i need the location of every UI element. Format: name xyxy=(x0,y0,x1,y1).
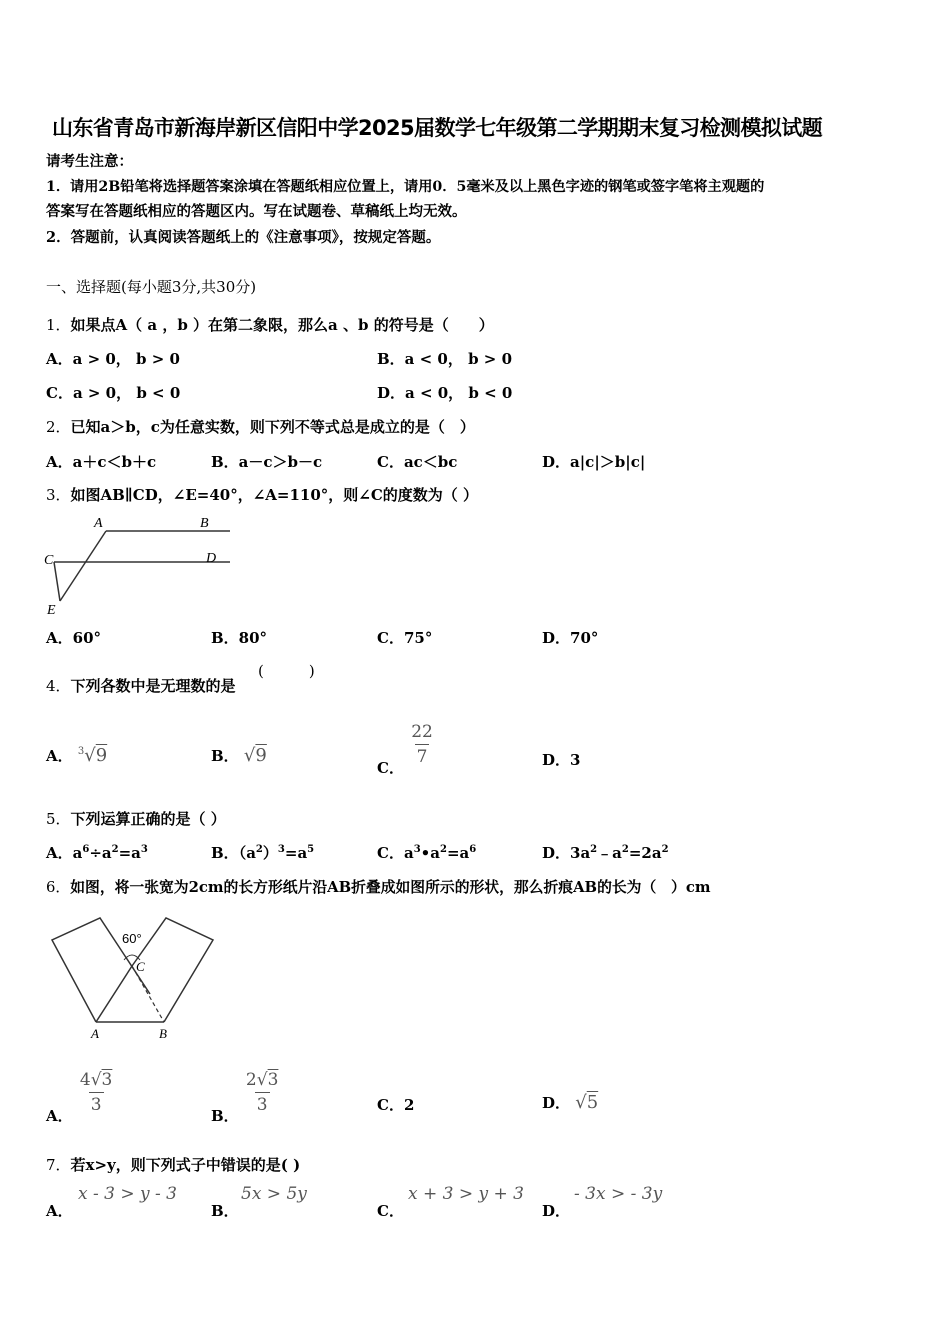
question-2 xyxy=(46,416,475,437)
label-a: A xyxy=(94,516,103,531)
q7-option-c-expr: x + 3 > y + 3 xyxy=(408,1184,524,1204)
sqrt-expr: √9 xyxy=(243,745,267,766)
label-b: B xyxy=(200,516,209,531)
q1-option-b[interactable]: B．a < 0， b > 0 xyxy=(377,350,513,368)
q7-option-b-expr: 5x > 5y xyxy=(241,1184,307,1204)
question-stem: 已知a＞b，c为任意实数，则下列不等式总是成立的是（ ） xyxy=(70,418,475,436)
option-label: A． xyxy=(46,1106,73,1125)
q6-option-c[interactable]: C．2 xyxy=(377,1096,415,1114)
q2-option-b[interactable]: B．a－c＞b－c xyxy=(211,453,323,471)
question-number: 3． xyxy=(46,486,71,504)
question-number: 5． xyxy=(46,810,71,828)
label-b: B xyxy=(159,1026,167,1041)
question-number: 2． xyxy=(46,418,71,436)
q3-option-a[interactable]: A．60° xyxy=(46,629,102,647)
q3-option-d[interactable]: D．70° xyxy=(542,629,599,647)
q2-option-c[interactable]: C．ac＜bc xyxy=(377,453,458,471)
label-a: A xyxy=(91,1026,99,1041)
section-heading: 一、选择题(每小题3分,共30分) xyxy=(46,278,257,296)
q3-option-c[interactable]: C．75° xyxy=(377,629,433,647)
label-c: C xyxy=(44,553,54,568)
question-5 xyxy=(46,808,226,829)
q7-option-d-label[interactable]: D． xyxy=(542,1202,571,1220)
question-3 xyxy=(46,484,478,505)
q2-option-a[interactable]: A．a＋c＜b＋c xyxy=(46,453,157,471)
option-label: B． xyxy=(211,1106,239,1125)
option-label: A． xyxy=(46,747,73,765)
q6-figure xyxy=(44,910,224,1045)
q4-option-b[interactable] xyxy=(211,745,267,766)
option-label: B． xyxy=(211,747,239,765)
q5-option-b[interactable]: B．$(a^2)^3=a^5$ xyxy=(211,844,315,862)
fraction: $\frac{22}{7}$ xyxy=(411,722,433,767)
option-label: C． xyxy=(377,758,404,777)
fraction: $\frac{4√3}{3}$ xyxy=(79,1070,113,1115)
question-number: 1． xyxy=(46,316,71,334)
notice-line-1: 1．请用2B铅笔将选择题答案涂填在答题纸相应位置上，请用0．5毫米及以上黑色字迹的钢笔或签字笔将主观题的 xyxy=(46,179,765,195)
q6-option-b[interactable] xyxy=(211,1070,280,1125)
label-e: E xyxy=(47,603,56,618)
notice-line-1b: 答案写在答题纸相应的答题区内。写在试题卷、草稿纸上均无效。 xyxy=(46,203,467,220)
q7-option-c-label[interactable]: C． xyxy=(377,1202,404,1220)
option-label: D． xyxy=(542,1094,571,1112)
page-title: 山东省青岛市新海岸新区信阳中学2025届数学七年级第二学期期末复习检测模拟试题 xyxy=(52,116,823,140)
question-4 xyxy=(46,675,236,696)
fraction: $\frac{2√3}{3}$ xyxy=(245,1070,279,1115)
question-stem: 如图AB∥CD，∠E=40°，∠A=110°，则∠C的度数为（ ） xyxy=(70,486,479,504)
q1-option-a[interactable]: A．a > 0， b > 0 xyxy=(46,350,180,368)
sqrt-expr: √5 xyxy=(575,1092,599,1113)
q6-option-d[interactable] xyxy=(542,1092,598,1113)
q5-option-d[interactable]: D．$3a^2﹣a^2=2a^2$ xyxy=(542,844,669,862)
question-number: 4． xyxy=(46,677,71,695)
q4-option-a[interactable] xyxy=(46,745,107,766)
question-stem: 如图，将一张宽为2cm的长方形纸片沿AB折叠成如图所示的形状，那么折痕AB的长为（ ）cm xyxy=(70,879,711,896)
q7-option-d-expr: - 3x > - 3y xyxy=(574,1184,663,1204)
question-6 xyxy=(46,876,711,897)
q3-option-b[interactable]: B．80° xyxy=(211,629,268,647)
question-stem: 下列运算正确的是（ ） xyxy=(70,810,226,828)
question-stem: 若x>y，则下列式子中错误的是( ) xyxy=(70,1156,301,1174)
q4-option-c[interactable] xyxy=(377,722,435,777)
question-stem: 下列各数中是无理数的是 xyxy=(70,677,236,695)
q1-option-d[interactable]: D．a < 0， b < 0 xyxy=(377,384,513,402)
q1-option-c[interactable]: C．a > 0， b < 0 xyxy=(46,384,181,402)
label-d: D xyxy=(206,551,217,566)
q5-option-c[interactable]: C．$a^3•a^2=a^6$ xyxy=(377,844,477,862)
label-c: C xyxy=(136,959,145,974)
question-number: 6． xyxy=(46,879,71,896)
question-1 xyxy=(46,314,494,335)
q7-option-b-label[interactable]: B． xyxy=(211,1202,239,1220)
notice-line-2: 2．答题前，认真阅读答题纸上的《注意事项》，按规定答题。 xyxy=(46,229,441,246)
q3-figure xyxy=(40,510,230,620)
q5-option-a[interactable]: A．$a^6\div a^2=a^3$ xyxy=(46,844,148,862)
cube-root-expr: $^3$√9 xyxy=(77,745,108,766)
notice-heading: 请考生注意： xyxy=(46,153,133,170)
q4-paren: ( ) xyxy=(258,662,315,680)
q7-option-a-expr: x - 3 > y - 3 xyxy=(78,1184,177,1204)
angle-label: 60° xyxy=(122,931,142,946)
question-7 xyxy=(46,1154,300,1175)
question-stem: 如果点A（ a ，b ）在第二象限，那么a 、b 的符号是（ ） xyxy=(70,316,494,334)
q2-option-d[interactable]: D．a|c|＞b|c| xyxy=(542,453,646,471)
q7-option-a-label[interactable]: A． xyxy=(46,1202,73,1220)
q6-option-a[interactable] xyxy=(46,1070,114,1125)
q4-option-d[interactable]: D．3 xyxy=(542,751,581,769)
question-number: 7． xyxy=(46,1156,71,1174)
